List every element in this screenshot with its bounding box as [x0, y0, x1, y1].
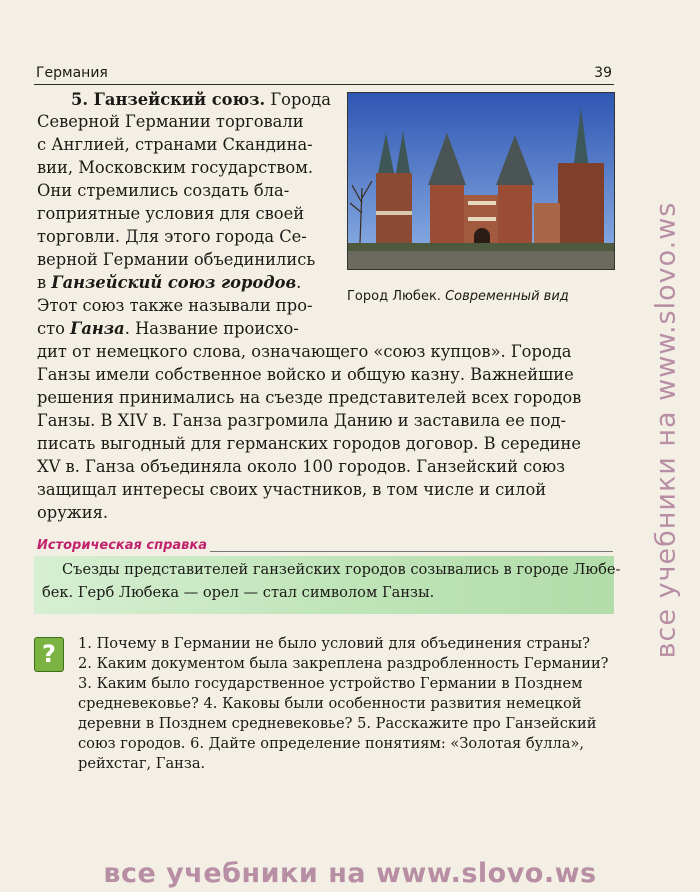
page-number: 39 [594, 65, 612, 81]
question-line: союз городов. 6. Дайте определение понятиям: «Золотая булла», [78, 735, 585, 752]
body-line: оружия. [37, 503, 109, 522]
body-line: XV в. Ганза объединяла около 100 городов. Ганзейский союз [37, 457, 566, 476]
caption-italic: Современный вид [445, 289, 569, 304]
bottom-watermark: все учебники на www.slovo.ws [103, 858, 597, 889]
body-line: Этот союз также называли про- [37, 296, 313, 315]
historical-note-box [34, 556, 621, 614]
body-line: Ганзы имели собственное войско и общую казну. Важнейшие [37, 365, 574, 384]
caption-text: Город Любек. [347, 289, 446, 304]
page-header [34, 60, 614, 85]
body-line: защищал интересы своих участников, в том числе и силой [37, 480, 547, 499]
note-line: бек. Герб Любека — орел — стал символом Ганзы. [42, 584, 435, 601]
body-line: Ганзы. В XIV в. Ганза разгромила Данию и заставила ее под- [37, 411, 567, 430]
body-line: решения принимались на съезде представителей всех городов [37, 388, 582, 407]
body-line: сто Ганза. Название происхо- [37, 319, 299, 338]
body-line: дит от немецкого слова, означающего «союз купцов». Города [37, 342, 572, 361]
historical-note-title: Историческая справка [37, 538, 207, 553]
section-heading: 5. Ганзейский союз. [71, 90, 266, 109]
body-line: гоприятные условия для своей [37, 204, 305, 223]
body-line: торговли. Для этого города Се- [37, 227, 307, 246]
divider [210, 551, 613, 552]
side-watermark-text: все учебники на www.slovo.ws [650, 201, 682, 659]
body-line: писать выгодный для германских городов договор. В середине [37, 434, 581, 453]
body-line: в Ганзейский союз городов. [37, 273, 302, 292]
question-line: средневековье? 4. Каковы были особенности развития немецкой [78, 695, 582, 712]
body-line: с Англией, странами Скандина- [37, 135, 313, 154]
question-line: 3. Каким было государственное устройство Германии в Позднем [78, 675, 583, 692]
photo-caption [347, 289, 617, 304]
question-line: рейхстаг, Ганза. [78, 755, 206, 772]
section-title: Германия [36, 65, 108, 81]
body-line: Северной Германии торговали [37, 112, 304, 131]
term-hanseatic-league: Ганзейский союз городов [51, 273, 297, 292]
question-line: 2. Каким документом была закреплена раздробленность Германии? [78, 655, 609, 672]
question-line: 1. Почему в Германии не было условий для объединения страны? [78, 635, 590, 652]
body-line: вии, Московским государством. [37, 158, 314, 177]
lubeck-photo [347, 92, 615, 270]
note-line: Съезды представителей ганзейских городов созывались в городе Любе- [62, 561, 621, 578]
question-line: деревни в Позднем средневековье? 5. Расскажите про Ганзейский [78, 715, 597, 732]
body-line: 5. Ганзейский союз. Города [71, 90, 331, 109]
body-line: верной Германии объединились [37, 250, 316, 269]
term-hansa: Ганза [70, 319, 125, 338]
question-mark-icon: ? [34, 637, 64, 672]
body-line: Они стремились создать бла- [37, 181, 290, 200]
